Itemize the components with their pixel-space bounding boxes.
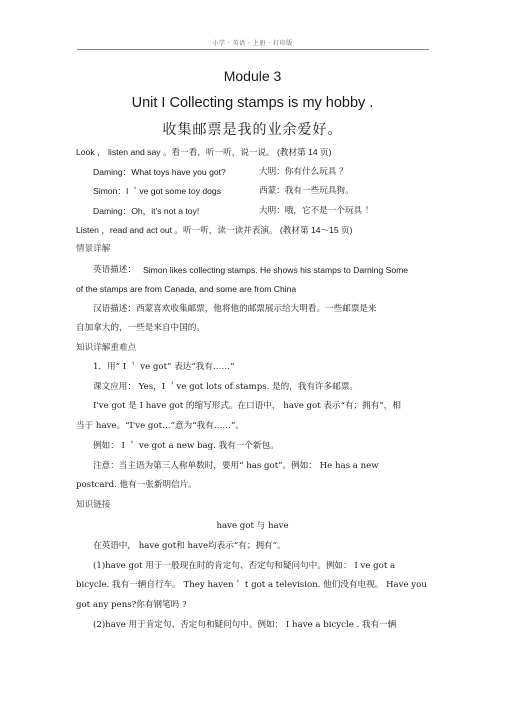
body-paragraph-line: 在英语中， have got和 have均表示“有；拥有”。 — [93, 541, 286, 551]
body-paragraph-line: (1)have got 用于一般现在时的肯定句、否定句和疑问句中。例如： I ve got a — [93, 561, 396, 571]
note-line: 注意：当主语为第三人称单数时，要用“ has got”。例如： He has a new — [93, 461, 379, 471]
en-desc-line: Simon likes collecting stamps. He shows his stamps to Darning Some — [143, 265, 409, 275]
body-paragraph-line: (2)have 用于肯定句、否定句和疑问句中。例如： I have a bicycle . 我有一辆 — [93, 620, 397, 630]
usage-line: 课文应用： Yes，I ＇ve got lots of stamps. 是的，我有许多邮票。 — [93, 382, 359, 392]
dialogue-line-en: Simon：I ＇ve got some toy dogs — [93, 186, 222, 196]
module-title: Module 3 — [223, 68, 282, 84]
zh-desc-line: 汉语描述：西蒙喜欢收集邮票，他将他的邮票展示给大明看。一些邮票是来 — [93, 304, 377, 314]
point-heading: 1．用“ I ＇ ve got” 表达“我有……” — [93, 362, 235, 372]
note-line: postcard. 他有一张新明信片。 — [76, 480, 197, 490]
explain-line: 当于 have。“I've got…”意为“我有……”。 — [76, 421, 244, 431]
zh-desc-line: 自加拿大的，一些是来自中国的。 — [76, 323, 205, 333]
running-header: 小学 · 英语 · 上册 · 打印版 — [212, 40, 293, 47]
example-line: 例如： I ＇ ve got a new bag. 我有一个新包。 — [93, 441, 279, 451]
subheading-have-got: have got 与 have — [216, 521, 289, 531]
chinese-title: 收集邮票是我的业余爱好。 — [162, 122, 343, 138]
dialogue-line-zh: 大明：你有什么玩具 ？ — [259, 167, 348, 177]
dialogue-line-zh: 西蒙：我有一些玩具狗。 — [259, 186, 354, 196]
dialogue-line-en: Daming：What toys have you got? — [93, 167, 226, 177]
en-desc-line: of the stamps are from Canada, and some are from China — [76, 284, 297, 294]
dialogue-line-en: Daming：Oh，it's not a toy! — [93, 206, 200, 216]
unit-title: Unit I Collecting stamps is my hobby . — [131, 95, 374, 111]
intro-listen-read-act: Listen ，read and act out 。听一听，读一读并表演。 (教材第 14～15 页) — [76, 225, 353, 235]
intro-look-listen-say: Look ， listen and say 。看一看，听一听，说一说。 (教材第 14 页) — [76, 147, 332, 157]
section-heading-scene: 情景详解 — [76, 244, 111, 254]
body-paragraph-line: got any pens?你有钢笔吗 ? — [76, 600, 187, 610]
header-rule — [77, 49, 429, 50]
en-desc-label: 英语描述： — [93, 265, 136, 275]
explain-line: I've got 是 I have got 的缩写形式。在口语中， have got 表示“有；拥有”，相 — [93, 401, 401, 411]
body-paragraph-line: bicycle. 我有一辆自行车。 They haven＇ t got a television. 他们没有电视。 Have you — [76, 580, 427, 590]
section-heading-link: 知识链接 — [76, 500, 111, 510]
dialogue-line-zh: 大明：哦，它不是一个玩具 ！ — [259, 206, 374, 216]
section-heading-knowledge: 知识详解重难点 — [76, 343, 137, 353]
